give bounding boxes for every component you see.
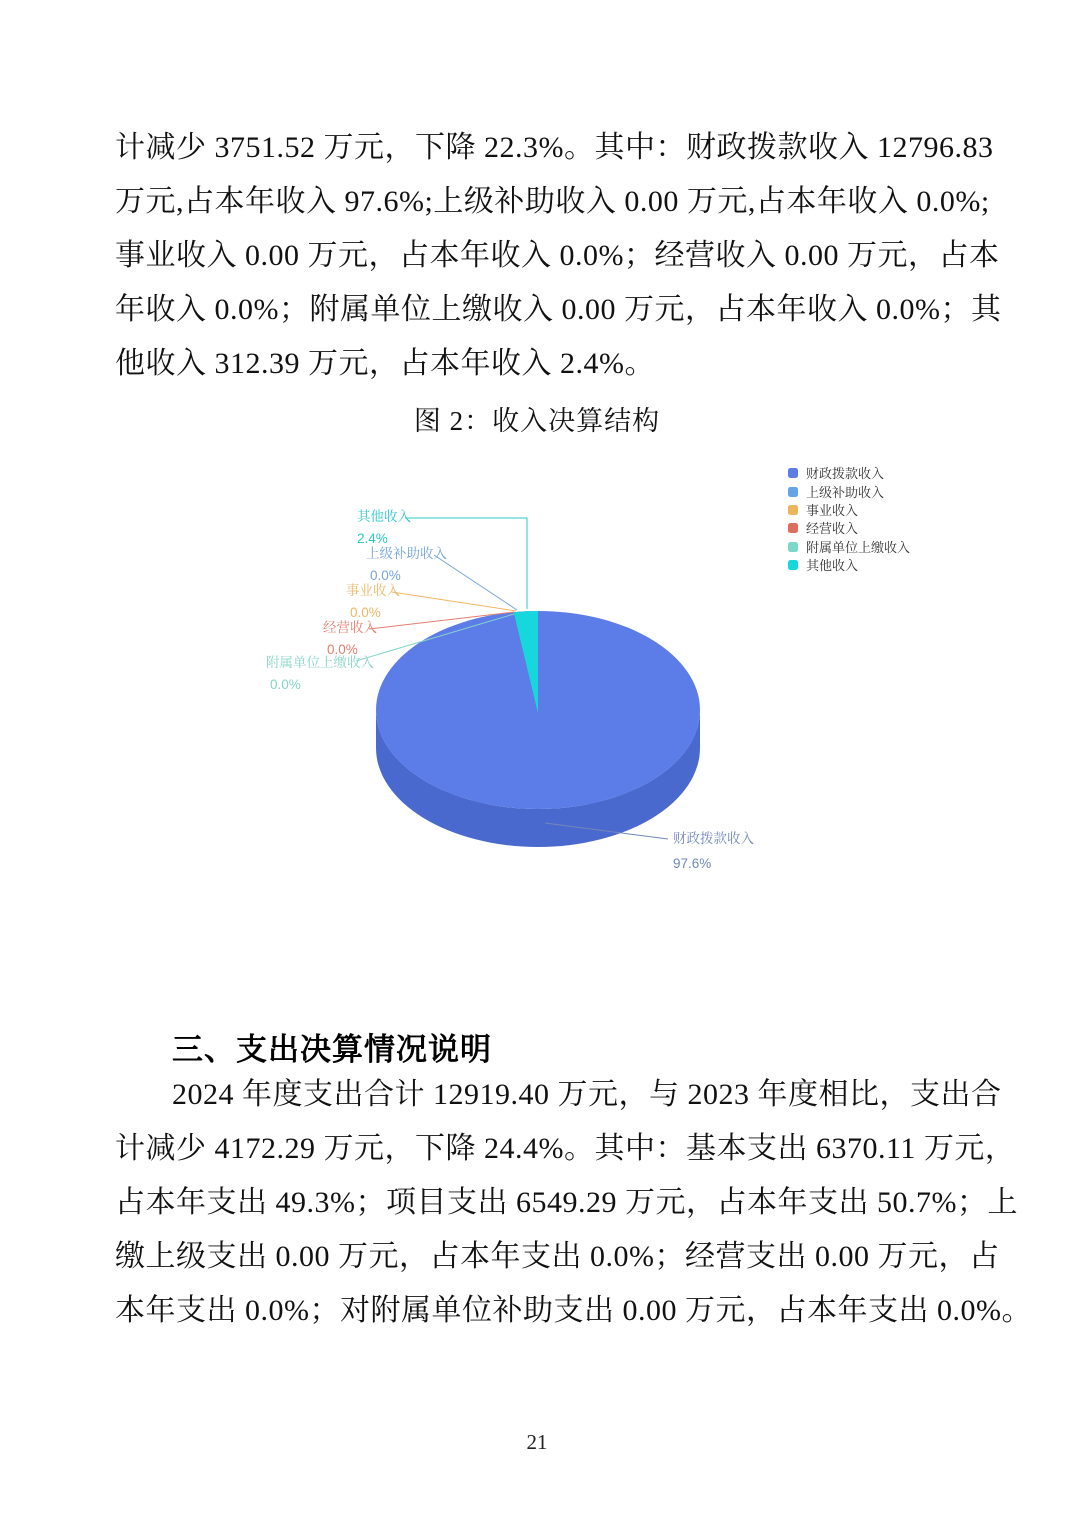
legend-item	[788, 503, 858, 518]
legend-swatch	[788, 523, 798, 533]
callout-percent: 2.4%	[357, 531, 388, 546]
legend-item	[788, 485, 884, 500]
legend-swatch	[788, 487, 798, 497]
callout-label: 上级补助收入	[366, 546, 447, 561]
paragraph-line: 他收入 312.39 万元，占本年收入 2.4%。	[115, 347, 655, 380]
legend-item	[788, 558, 858, 573]
legend-label: 附属单位上缴收入	[806, 540, 911, 555]
paragraph-line: 万元,占本年收入 97.6%;上级补助收入 0.00 万元,占本年收入 0.0%;	[115, 185, 990, 218]
paragraph-line: 本年支出 0.0%；对附属单位补助支出 0.00 万元，占本年支出 0.0%。	[115, 1294, 1032, 1327]
pie-chart-svg	[100, 445, 990, 905]
income-pie-chart	[100, 445, 990, 905]
paragraph-line: 2024 年度支出合计 12919.40 万元，与 2023 年度相比，支出合	[172, 1078, 1002, 1111]
legend-swatch	[788, 560, 798, 570]
legend-label: 财政拨款收入	[806, 466, 885, 481]
section-heading: 三、支出决算情况说明	[172, 1032, 492, 1067]
callout-percent: 0.0%	[370, 568, 401, 583]
legend-swatch	[788, 468, 798, 478]
callout-percent: 0.0%	[327, 642, 358, 657]
legend-swatch	[788, 542, 798, 552]
callout-label: 财政拨款收入	[673, 831, 754, 846]
page-number: 21	[526, 1430, 548, 1454]
callout-label: 经营收入	[323, 620, 377, 635]
callout-label: 附属单位上缴收入	[266, 655, 374, 670]
callout-percent: 0.0%	[270, 677, 301, 692]
callout-percent: 97.6%	[673, 856, 712, 871]
paragraph-line: 计减少 4172.29 万元，下降 24.4%。其中：基本支出 6370.11 万元，	[115, 1132, 1016, 1165]
leader-line-shangji	[434, 555, 517, 610]
figure-caption: 图 2：收入决算结构	[413, 406, 661, 436]
chart-legend	[788, 466, 910, 573]
legend-label: 事业收入	[806, 503, 859, 518]
paragraph-line: 缴上级支出 0.00 万元，占本年支出 0.0%；经营支出 0.00 万元，占	[115, 1240, 1000, 1273]
legend-label: 上级补助收入	[806, 485, 885, 500]
callout-jingying	[323, 619, 377, 657]
expenditure-paragraph	[115, 1068, 1032, 1338]
leader-line-shiye	[392, 592, 516, 611]
legend-item	[788, 466, 884, 481]
callout-qita	[357, 508, 411, 546]
callout-fushu	[266, 654, 374, 692]
legend-item	[788, 521, 858, 536]
legend-swatch	[788, 505, 798, 515]
callout-percent: 0.0%	[350, 605, 381, 620]
income-paragraph	[115, 121, 1002, 391]
callout-caizheng	[673, 830, 754, 871]
paragraph-line: 占本年支出 49.3%；项目支出 6549.29 万元，占本年支出 50.7%；上	[115, 1186, 1018, 1219]
callout-label: 其他收入	[357, 509, 411, 524]
legend-item	[788, 540, 910, 555]
callout-label: 事业收入	[346, 583, 400, 598]
callout-shangji	[366, 545, 447, 583]
leader-line-qita	[405, 518, 527, 609]
callout-shiye	[346, 582, 400, 620]
legend-label: 其他收入	[806, 558, 859, 573]
paragraph-line: 年收入 0.0%；附属单位上缴收入 0.00 万元，占本年收入 0.0%；其	[115, 293, 1002, 326]
legend-label: 经营收入	[806, 521, 859, 536]
paragraph-line: 事业收入 0.00 万元，占本年收入 0.0%；经营收入 0.00 万元，占本	[115, 239, 1000, 272]
paragraph-line: 计减少 3751.52 万元，下降 22.3%。其中：财政拨款收入 12796.83	[115, 131, 994, 164]
